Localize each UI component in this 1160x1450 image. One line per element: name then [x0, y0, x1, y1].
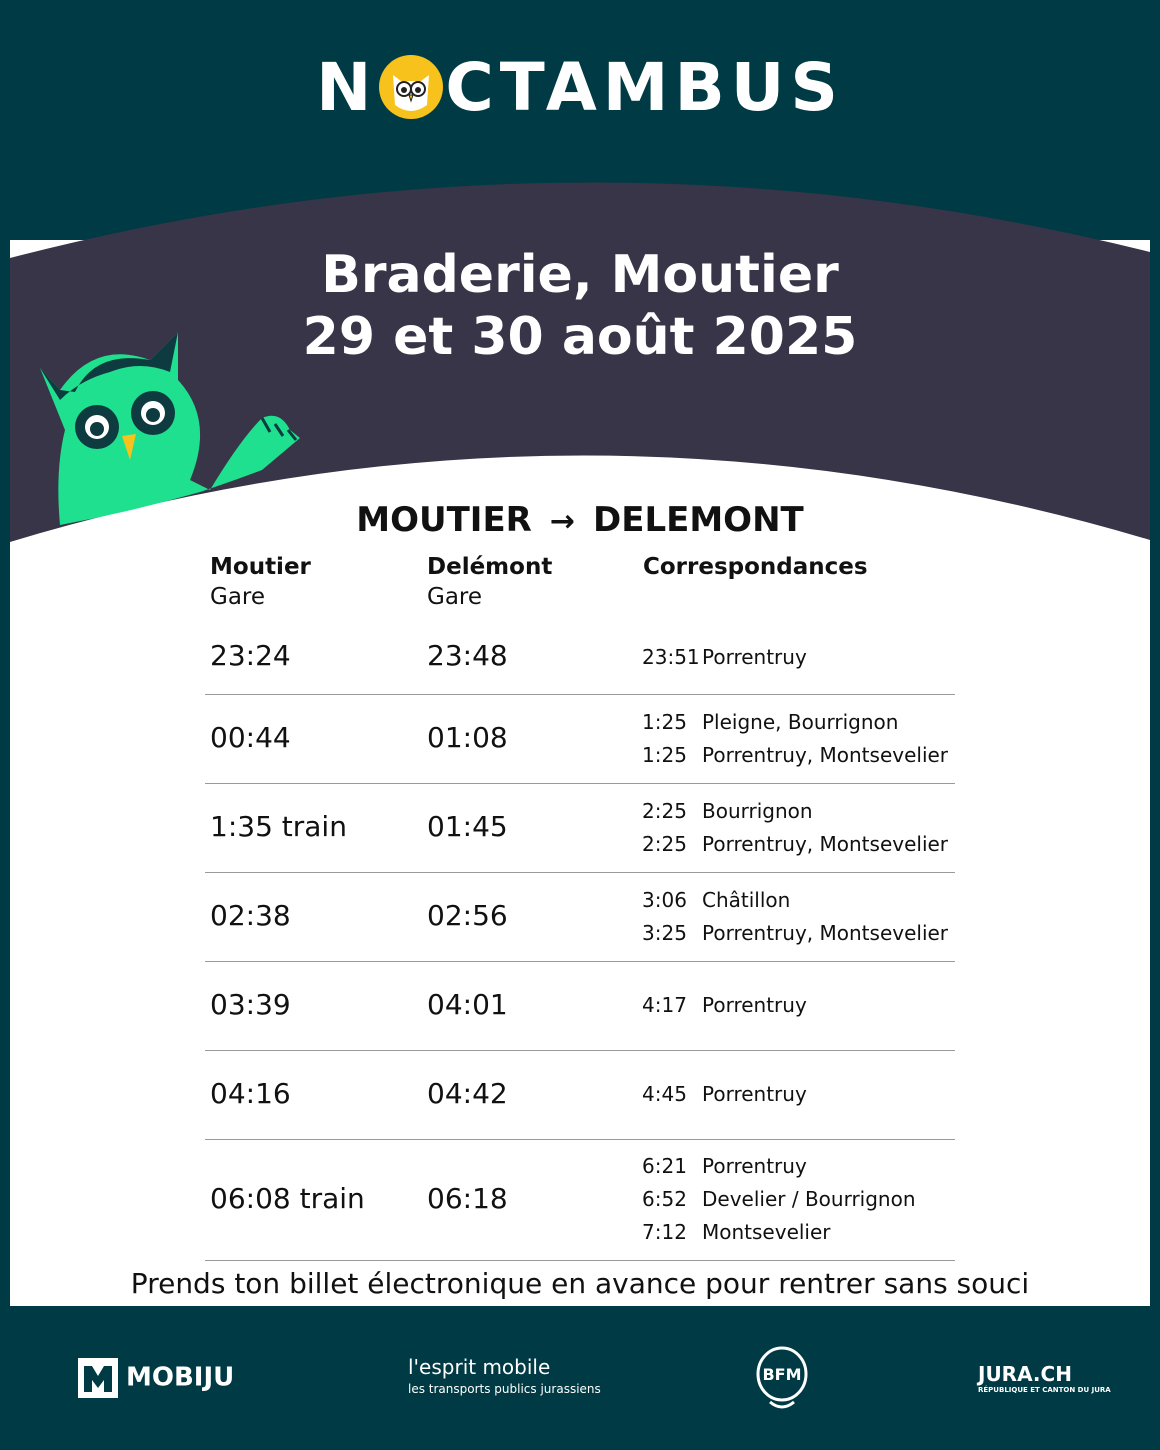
connection-line [642, 917, 948, 950]
arrival-time: 06:18 [427, 1181, 508, 1215]
col3-title: Correspondances [643, 554, 868, 580]
departure-time: 03:39 [210, 987, 291, 1021]
connection-line [642, 795, 948, 828]
connection-line [642, 1078, 807, 1111]
column-header-moutier [210, 552, 311, 612]
arrow-right-icon: → [549, 504, 575, 539]
col1-sub: Gare [210, 584, 266, 610]
departure-time: 1:35 train [210, 809, 347, 843]
connection-time: 4:45 [642, 1082, 687, 1106]
connections [642, 641, 807, 674]
connection-time: 23:51 [642, 644, 700, 669]
timetable-row [205, 961, 955, 1051]
connection-destination: Pleigne, Bourrignon [702, 709, 899, 734]
connections [642, 1150, 916, 1249]
connection-time: 3:25 [642, 920, 687, 945]
connections [642, 795, 948, 861]
event-title [0, 244, 1160, 368]
connection-line [642, 1183, 916, 1216]
esprit-main: l'esprit mobile [408, 1355, 551, 1379]
timetable-row [205, 872, 955, 962]
connection-time: 6:52 [642, 1187, 687, 1211]
timetable-row [205, 783, 955, 873]
jura-logo [978, 1362, 1111, 1394]
connection-line [642, 1216, 916, 1249]
arrival-time: 04:42 [427, 1076, 508, 1110]
connection-line [642, 1150, 916, 1183]
connection-destination: Porrentruy [702, 644, 807, 669]
connection-destination: Porrentruy, Montsevelier [702, 742, 949, 767]
connection-line [642, 641, 807, 674]
connection-destination: Develier / Bourrignon [702, 1187, 916, 1211]
event-dates: 29 et 30 août 2025 [302, 307, 858, 367]
connection-line [642, 989, 807, 1022]
connection-time: 6:21 [642, 1154, 687, 1178]
connection-time: 3:06 [642, 887, 687, 912]
arrival-time: 23:48 [427, 639, 508, 672]
esprit-mobile-logo [408, 1356, 601, 1400]
col2-title: Delémont [427, 554, 553, 580]
col1-title: Moutier [210, 554, 311, 580]
owl-logo-icon [379, 55, 443, 119]
logo-text-left: N [316, 49, 378, 126]
timetable-row [205, 1139, 955, 1261]
connection-destination: Porrentruy, Montsevelier [702, 831, 949, 856]
departure-time: 23:24 [210, 639, 291, 672]
mobiju-text: MOBIJU [126, 1362, 235, 1393]
connection-time: 2:25 [642, 831, 687, 856]
arrival-time: 01:45 [427, 809, 508, 843]
departure-time: 02:38 [210, 898, 291, 932]
logo-text-right: CTAMBUS [445, 49, 844, 126]
connection-line [642, 828, 948, 861]
bfm-text: BFM [762, 1365, 802, 1384]
route-from: MOUTIER [356, 500, 532, 540]
connections [642, 989, 807, 1022]
connection-line [642, 739, 948, 772]
route-to: DELEMONT [593, 500, 804, 540]
connection-time: 4:17 [642, 993, 687, 1017]
connection-destination: Porrentruy [702, 993, 807, 1017]
jura-text: JURA.CH [978, 1362, 1072, 1386]
ticket-reminder: Prends ton billet électronique en avance pour rentrer sans souci [130, 1267, 1030, 1300]
connection-time: 1:25 [642, 742, 687, 767]
mobiju-logo [78, 1358, 234, 1398]
connection-destination: Montsevelier [702, 1220, 831, 1244]
route-heading [0, 498, 1160, 544]
departure-time: 00:44 [210, 720, 291, 754]
connections [642, 884, 948, 950]
jura-sub: RÉPUBLIQUE ET CANTON DU JURA [978, 1386, 1111, 1394]
connection-line [642, 884, 948, 917]
esprit-sub: les transports publics jurassiens [408, 1382, 601, 1396]
timetable-row [205, 620, 955, 695]
connection-destination: Porrentruy, Montsevelier [702, 920, 949, 945]
arrival-time: 04:01 [427, 987, 508, 1021]
departure-time: 06:08 train [210, 1181, 365, 1215]
departure-time: 04:16 [210, 1076, 291, 1110]
timetable-row [205, 1050, 955, 1140]
connections [642, 706, 948, 772]
connection-time: 1:25 [642, 709, 687, 734]
col2-sub: Gare [427, 584, 483, 610]
connection-destination: Porrentruy [702, 1082, 807, 1106]
connection-line [642, 706, 948, 739]
connection-destination: Porrentruy [702, 1154, 807, 1178]
noctambus-logo [0, 48, 1160, 129]
arrival-time: 02:56 [427, 898, 508, 932]
connections [642, 1078, 807, 1111]
arrival-time: 01:08 [427, 720, 508, 754]
event-name: Braderie, Moutier [321, 245, 839, 305]
connection-time: 7:12 [642, 1220, 687, 1244]
column-header-correspondances [643, 552, 868, 582]
bfm-logo [752, 1342, 812, 1418]
mobiju-m-icon [78, 1358, 118, 1398]
column-header-delemont [427, 552, 552, 612]
connection-destination: Châtillon [702, 887, 791, 912]
connection-time: 2:25 [642, 798, 687, 823]
connection-destination: Bourrignon [702, 798, 813, 823]
timetable-row [205, 694, 955, 784]
